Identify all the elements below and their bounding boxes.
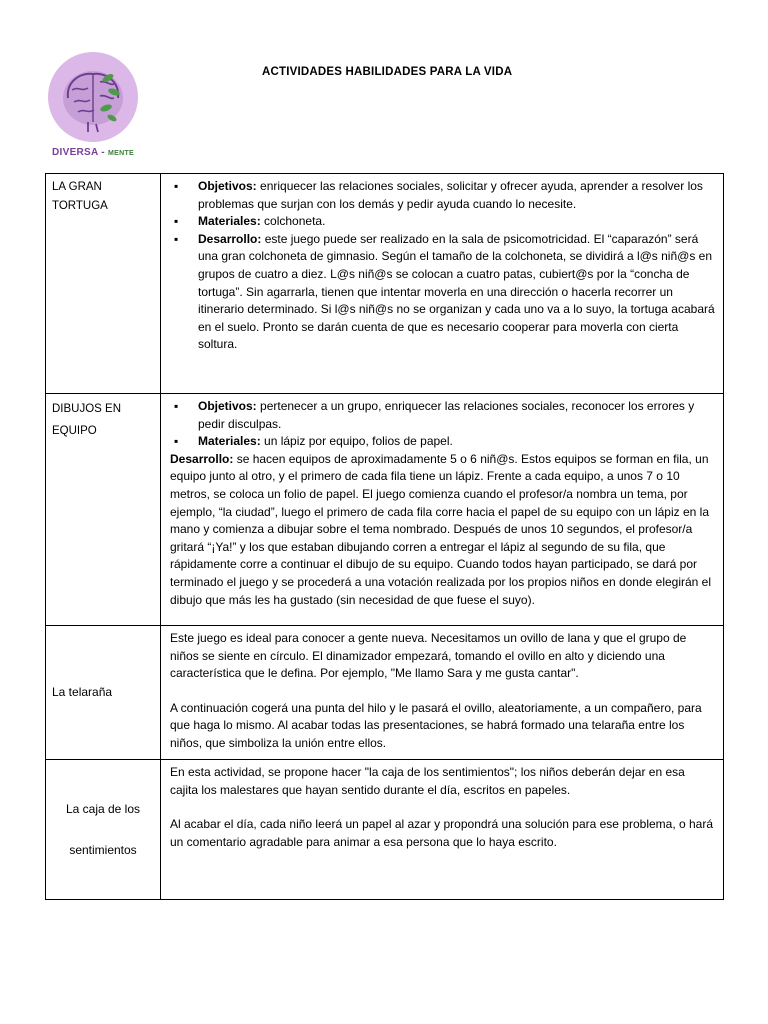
diversa-mente-logo xyxy=(48,52,140,160)
logo-word-diversa: DIVERSA xyxy=(52,147,99,158)
table-row xyxy=(46,626,724,760)
table-row xyxy=(46,760,724,900)
activity-description-cell xyxy=(161,626,724,760)
description-paragraph: En esta actividad, se propone hacer "la caja de los sentimientos"; los niños deberán dejar en esa cajita los malestares que hayan sentido durante el día, escritos en papeles. xyxy=(170,765,685,797)
development-paragraph xyxy=(170,451,715,609)
item-label: Objetivos: xyxy=(198,399,257,413)
description-paragraph: Este juego es ideal para conocer a gente nueva. Necesitamos un ovillo de lana y que el grupo de niños se siente en círculo. El dinamizador empezará, tomando el ovillo en alto y diciendo una característica que le defina. Por ejemplo, "Me llamo Sara y me gusta cantar". xyxy=(170,631,687,681)
item-text: se hacen equipos de aproximadamente 5 o 6 niñ@s. Estos equipos se forman en fila, un equipo junto al otro, y el primero de cada fila tiene un lápiz. Frente a cada equipo, a unos 7 o 10 metros, se coloca un folio de papel. El juego comienza cuando el profesor/a nombra un tema, por ejemplo, “la ciudad”, luego el primero de cada fila corre hacia el papel de su equipo con un lápiz en la mano y comienza a dibujar sobre el tema nombrado. Después de unos 10 segundos, el profesor/a gritará “¡Ya!” y los que estaban dibujando corren a entregar el lápiz al segundo de su fila, que rápidamente corre a continuar el dibujo de su equipo. Cuando todos hayan participado, se dará por terminado el juego y se procederá a una votación realizada por los propios niños en donde elegirán el dibujo que más les ha gustado (sin necesidad de que fuese el suyo). xyxy=(170,451,712,607)
item-label: Objetivos: xyxy=(198,179,257,193)
activity-name-cell xyxy=(46,174,161,394)
activity-description-cell xyxy=(161,174,724,394)
bullet-list xyxy=(170,398,715,451)
activity-name: DIBUJOS EN EQUIPO xyxy=(52,403,122,437)
bullet-list xyxy=(170,178,715,354)
item-text: enriquecer las relaciones sociales, solicitar y ofrecer ayuda, aprender a resolver los problemas que surjan con los demás y pedir ayuda cuando lo necesite. xyxy=(198,179,703,211)
logo-wordmark xyxy=(52,147,134,158)
activity-name-line: La caja de los xyxy=(65,801,141,816)
table-row xyxy=(46,174,724,394)
list-item xyxy=(170,398,715,433)
activity-name-cell xyxy=(46,760,161,900)
list-item xyxy=(170,178,715,213)
description-paragraph: Al acabar el día, cada niño leerá un papel al azar y propondrá una solución para ese problema, o hará un comentario agradable para animar a esa persona que lo haya escrito. xyxy=(170,817,714,849)
item-label: Desarrollo: xyxy=(198,231,262,246)
activities-table xyxy=(45,173,724,900)
brain-logo-icon xyxy=(48,52,138,142)
document-title: ACTIVIDADES HABILIDADES PARA LA VIDA xyxy=(262,66,513,78)
list-item xyxy=(170,213,715,231)
item-text: colchoneta. xyxy=(260,214,326,229)
activity-description-cell xyxy=(161,760,724,900)
item-text: un lápiz por equipo, folios de papel. xyxy=(260,434,453,449)
activity-name: LA GRAN TORTUGA xyxy=(52,181,108,212)
item-text: este juego puede ser realizado en la sala de psicomotricidad. El “caparazón” será una gran colchoneta de gimnasio. Según el tamaño de la colchoneta, se dividirá a l@s niñ@s en grupos de cuatro a diez. L@s niñ@s se colocan a cuatro patas, cubiert@s por la “concha de tortuga”. Sin agarrarla, tienen que intentar moverla en una dirección o hacerla recorrer un itinerario determinado. Si l@s niñ@s no se organizan y cada uno va a lo suyo, la tortuga acabará en el suelo. Pronto se darán cuenta de que es necesario cooperar para moverla con cierta soltura. xyxy=(198,231,715,352)
list-item xyxy=(170,433,715,451)
activity-name-cell xyxy=(46,394,161,626)
activity-name-line: sentimientos xyxy=(69,842,137,857)
list-item xyxy=(170,231,715,354)
table-row xyxy=(46,394,724,626)
activity-name: La telaraña xyxy=(52,684,113,699)
description-paragraph: A continuación cogerá una punta del hilo y le pasará el ovillo, aleatoriamente, a un compañero, para que haga lo mismo. Al acabar todas las presentaciones, se habrá formado una telaraña entre los niños, que simboliza la unión entre ellos. xyxy=(170,700,702,750)
logo-separator: - xyxy=(98,147,108,158)
item-text: pertenecer a un grupo, enriquecer las relaciones sociales, reconocer los errores y pedir disculpas. xyxy=(198,399,695,431)
activity-description-cell xyxy=(161,394,724,626)
logo-word-mente: MENTE xyxy=(107,150,134,157)
activity-name-cell xyxy=(46,626,161,760)
item-label: Desarrollo: xyxy=(170,451,234,466)
item-label: Materiales: xyxy=(198,434,261,449)
item-label: Materiales: xyxy=(198,214,261,229)
